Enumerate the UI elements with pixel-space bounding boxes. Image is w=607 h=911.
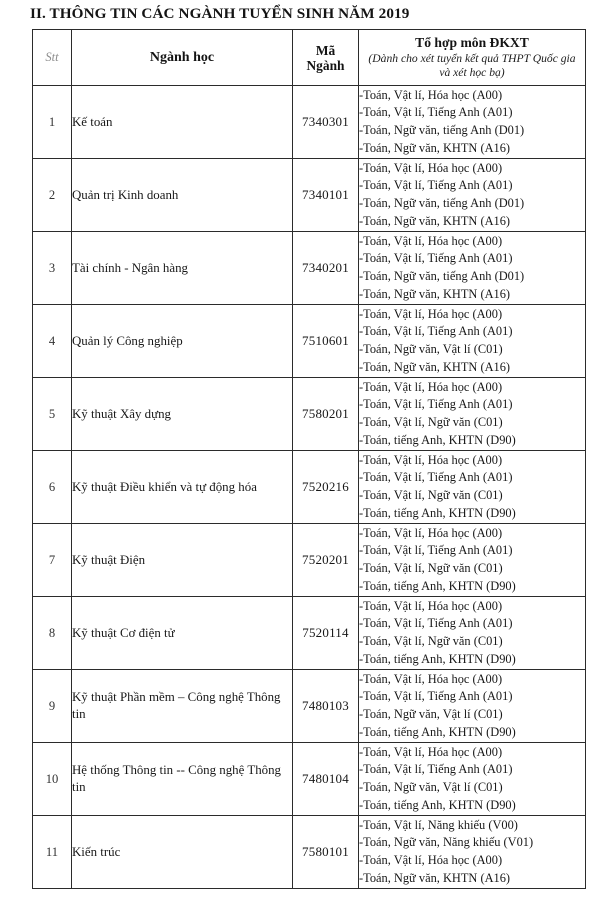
- cell-major-code: 7340301: [293, 86, 359, 159]
- combination-line: -Toán, Vật lí, Tiếng Anh (A01): [359, 762, 513, 777]
- cell-stt: 6: [33, 451, 72, 524]
- combination-line: -Toán, Vật lí, Hóa học (A00): [359, 233, 503, 248]
- cell-major-name: Kỹ thuật Xây dựng: [72, 378, 293, 451]
- column-header-major-name: Ngành học: [72, 30, 293, 86]
- combination-line: -Toán, Vật lí, Tiếng Anh (A01): [359, 470, 513, 485]
- combination-line: -Toán, Vật lí, Hóa học (A00): [359, 306, 503, 321]
- cell-stt: 7: [33, 524, 72, 597]
- combination-line: -Toán, Vật lí, Hóa học (A00): [359, 87, 503, 102]
- cell-stt: 10: [33, 743, 72, 816]
- table-row: [33, 305, 586, 378]
- cell-major-name: Quản trị Kinh doanh: [72, 159, 293, 232]
- combination-line: -Toán, Vật lí, Hóa học (A00): [359, 525, 503, 540]
- table-row: [33, 86, 586, 159]
- combination-line: -Toán, tiếng Anh, KHTN (D90): [359, 578, 516, 593]
- table-header: [33, 30, 586, 86]
- combination-line: -Toán, Vật lí, Ngữ văn (C01): [359, 561, 503, 575]
- combination-line: -Toán, Ngữ văn, Vật lí (C01): [359, 780, 503, 794]
- column-header-combination-subtitle-line1: (Dành cho xét tuyển kết quả THPT Quốc gia: [368, 51, 576, 65]
- column-header-combination-subtitle-line2: và xét học bạ): [439, 66, 505, 80]
- combination-line: -Toán, Vật lí, Tiếng Anh (A01): [359, 105, 513, 120]
- table-body: [33, 86, 586, 889]
- cell-major-code: 7520201: [293, 524, 359, 597]
- cell-major-name: Kỹ thuật Phần mềm – Công nghệ Thông tin: [72, 670, 293, 743]
- combination-line: -Toán, tiếng Anh, KHTN (D90): [359, 505, 516, 520]
- column-header-combination: [359, 30, 586, 86]
- combination-line: -Toán, Vật lí, Ngữ văn (C01): [359, 415, 503, 429]
- admissions-table: [32, 29, 586, 889]
- combination-line: -Toán, tiếng Anh, KHTN (D90): [359, 724, 516, 739]
- cell-major-code: 7340101: [293, 159, 359, 232]
- table-header-row: [33, 30, 586, 86]
- combination-line: -Toán, Vật lí, Tiếng Anh (A01): [359, 251, 513, 266]
- combination-line: -Toán, Vật lí, Tiếng Anh (A01): [359, 397, 513, 412]
- cell-major-name: Kỹ thuật Điều khiển và tự động hóa: [72, 451, 293, 524]
- combination-line: -Toán, Vật lí, Năng khiếu (V00): [359, 817, 518, 832]
- cell-stt: 3: [33, 232, 72, 305]
- cell-major-name: Kỹ thuật Cơ điện tử: [72, 597, 293, 670]
- combination-line: -Toán, Vật lí, Hóa học (A00): [359, 452, 503, 467]
- cell-major-code: 7580101: [293, 816, 359, 889]
- cell-combinations: [359, 670, 586, 743]
- combination-line: -Toán, Vật lí, Tiếng Anh (A01): [359, 178, 513, 193]
- cell-combinations: [359, 597, 586, 670]
- combination-line: -Toán, Ngữ văn, tiếng Anh (D01): [359, 196, 525, 210]
- combination-line: -Toán, Vật lí, Tiếng Anh (A01): [359, 689, 513, 704]
- combination-line: -Toán, tiếng Anh, KHTN (D90): [359, 432, 516, 447]
- page-title: II. THÔNG TIN CÁC NGÀNH TUYỂN SINH NĂM 2019: [30, 5, 410, 22]
- combination-line: -Toán, Vật lí, Ngữ văn (C01): [359, 488, 503, 502]
- column-header-major-code-line2: Ngành: [306, 57, 345, 73]
- table-row: [33, 816, 586, 889]
- combination-line: -Toán, Ngữ văn, tiếng Anh (D01): [359, 269, 525, 283]
- combination-line: -Toán, Vật lí, Tiếng Anh (A01): [359, 543, 513, 558]
- cell-major-name: Hệ thống Thông tin -- Công nghệ Thông tin: [72, 743, 293, 816]
- column-header-combination-title: Tổ hợp môn ĐKXT: [415, 35, 529, 51]
- combination-line: -Toán, Ngữ văn, Vật lí (C01): [359, 342, 503, 356]
- cell-major-name: Quản lý Công nghiệp: [72, 305, 293, 378]
- combination-line: -Toán, Vật lí, Hóa học (A00): [359, 160, 503, 175]
- table-row: [33, 232, 586, 305]
- cell-major-code: 7480103: [293, 670, 359, 743]
- cell-combinations: [359, 451, 586, 524]
- cell-stt: 2: [33, 159, 72, 232]
- cell-major-code: 7340201: [293, 232, 359, 305]
- cell-combinations: [359, 743, 586, 816]
- cell-major-name: Kiến trúc: [72, 816, 293, 889]
- combination-line: -Toán, Vật lí, Hóa học (A00): [359, 671, 503, 686]
- cell-combinations: [359, 816, 586, 889]
- cell-major-name: Tài chính - Ngân hàng: [72, 232, 293, 305]
- combination-line: -Toán, Ngữ văn, Năng khiếu (V01): [359, 835, 534, 850]
- cell-stt: 9: [33, 670, 72, 743]
- column-header-major-code-line1: Mã: [315, 42, 336, 58]
- combination-line: -Toán, tiếng Anh, KHTN (D90): [359, 797, 516, 812]
- combination-line: -Toán, Ngữ văn, KHTN (A16): [359, 286, 511, 301]
- cell-major-code: 7520216: [293, 451, 359, 524]
- cell-major-name: Kỹ thuật Điện: [72, 524, 293, 597]
- combination-line: -Toán, Vật lí, Hóa học (A00): [359, 744, 503, 759]
- combination-line: -Toán, Ngữ văn, Vật lí (C01): [359, 707, 503, 721]
- table-row: [33, 670, 586, 743]
- cell-combinations: [359, 232, 586, 305]
- cell-combinations: [359, 524, 586, 597]
- combination-line: -Toán, Vật lí, Tiếng Anh (A01): [359, 324, 513, 339]
- cell-stt: 1: [33, 86, 72, 159]
- table-row: [33, 378, 586, 451]
- cell-major-name: Kế toán: [72, 86, 293, 159]
- cell-stt: 5: [33, 378, 72, 451]
- combination-line: -Toán, Ngữ văn, KHTN (A16): [359, 213, 511, 228]
- cell-combinations: [359, 378, 586, 451]
- cell-major-code: 7580201: [293, 378, 359, 451]
- cell-major-code: 7520114: [293, 597, 359, 670]
- combination-line: -Toán, Vật lí, Tiếng Anh (A01): [359, 616, 513, 631]
- combination-line: -Toán, Ngữ văn, KHTN (A16): [359, 870, 511, 885]
- combination-line: -Toán, Vật lí, Hóa học (A00): [359, 853, 503, 867]
- table-row: [33, 159, 586, 232]
- table-row: [33, 451, 586, 524]
- cell-stt: 4: [33, 305, 72, 378]
- combination-line: -Toán, Vật lí, Hóa học (A00): [359, 598, 503, 613]
- cell-major-code: 7510601: [293, 305, 359, 378]
- column-header-major-code: [293, 30, 359, 86]
- combination-line: -Toán, Vật lí, Ngữ văn (C01): [359, 634, 503, 648]
- cell-stt: 8: [33, 597, 72, 670]
- cell-combinations: [359, 159, 586, 232]
- cell-major-code: 7480104: [293, 743, 359, 816]
- combination-line: -Toán, Ngữ văn, KHTN (A16): [359, 359, 511, 374]
- combination-line: -Toán, tiếng Anh, KHTN (D90): [359, 651, 516, 666]
- table-row: [33, 743, 586, 816]
- combination-line: -Toán, Ngữ văn, KHTN (A16): [359, 140, 511, 155]
- cell-combinations: [359, 305, 586, 378]
- cell-stt: 11: [33, 816, 72, 889]
- combination-line: -Toán, Ngữ văn, tiếng Anh (D01): [359, 123, 525, 137]
- table-row: [33, 597, 586, 670]
- table-row: [33, 524, 586, 597]
- combination-line: -Toán, Vật lí, Hóa học (A00): [359, 379, 503, 394]
- column-header-stt: Stt: [33, 30, 72, 86]
- cell-combinations: [359, 86, 586, 159]
